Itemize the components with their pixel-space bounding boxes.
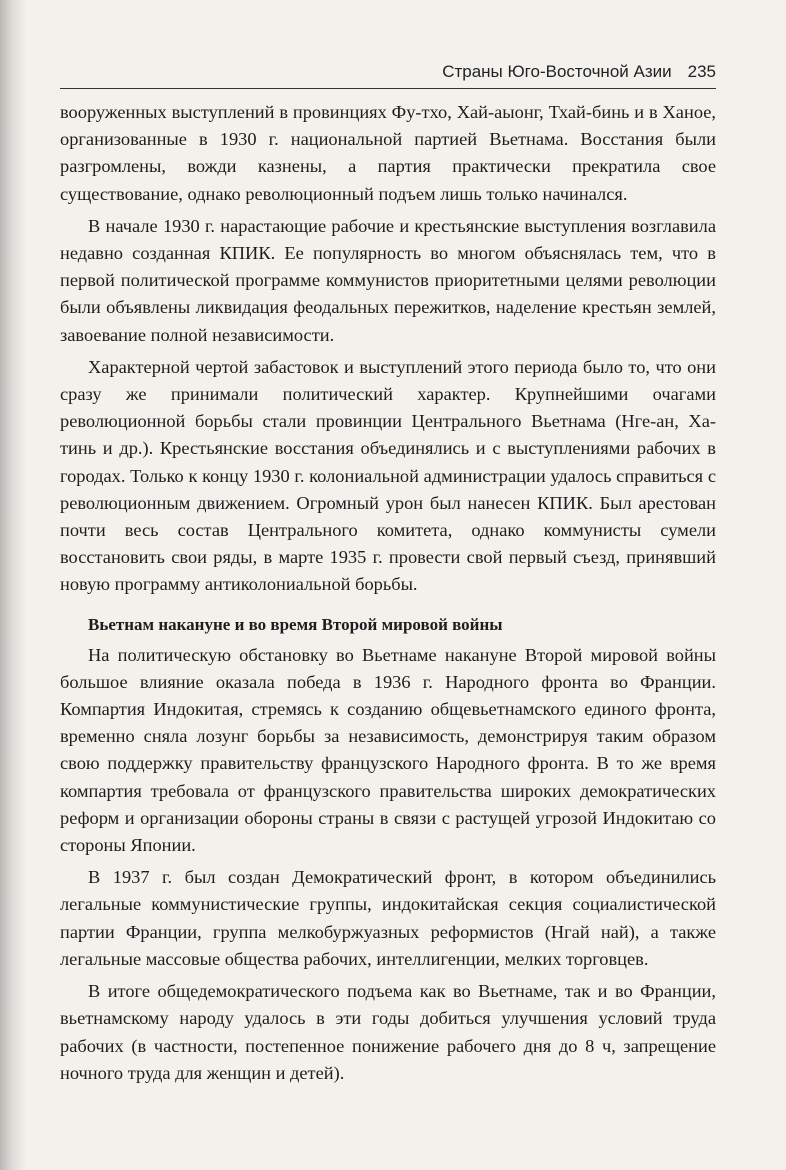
paragraph: Характерной чертой забастовок и выступлений этого периода было то, что они сразу же принимали политический характер. Крупнейшими очагами революционной борьбы стали провинции Центрального Вьетнама (Нге-ан, Ха-тинь и др.). Крестьянские восстания объединялись и с выступлениями рабочих в городах. Только к концу 1930 г. колониальной администрации удалось справиться с революционным движением. Огромный урон был нанесен КПИК. Был арестован почти весь состав Центрального комитета, однако коммунисты сумели восстановить свои ряды, в марте 1935 г. провести свой первый съезд, принявший новую программу антиколониальной борьбы. <box>60 356 716 595</box>
paragraph: На политическую обстановку во Вьетнаме накануне Второй мировой войны большое влияние оказала победа в 1936 г. Народного фронта во Франции. Компартия Индокитая, стремясь к созданию общевьетнамского единого фронта, временно сняла лозунг борьбы за независимость, демонстрируя таким образом свою поддержку правительству французского Народного фронта. В то же время компартия требовала от французского правительства широких демократических реформ и организации обороны страны в связи с растущей угрозой Индокитаю со стороны Японии. <box>60 644 716 856</box>
paragraph: В итоге общедемократического подъема как во Вьетнаме, так и во Франции, вьетнамскому народу удалось в эти годы добиться улучшения условий труда рабочих (в частности, постепенное понижение рабочего дня до 8 ч, запрещение ночного труда для женщин и детей). <box>60 981 716 1083</box>
section-heading: Вьетнам накануне и во время Второй мировой войны <box>88 614 503 634</box>
running-header <box>60 62 716 89</box>
paragraph: В 1937 г. был создан Демократический фронт, в котором объединились легальные коммунистические группы, индокитайская секция социалистической партии Франции, группа мелкобуржуазных реформистов (Нгай най), а также легальные массовые общества рабочих, интеллигенции, мелких торговцев. <box>60 867 716 969</box>
book-spine-shadow <box>0 0 26 1170</box>
paragraph: В начале 1930 г. нарастающие рабочие и крестьянские выступления возглавила недавно созданная КПИК. Ее популярность во многом объяснялась тем, что в первой политической программе коммунистов приоритетными целями революции были объявлены ликвидация феодальных пережитков, наделение крестьян землей, завоевание полной независимости. <box>60 215 716 345</box>
body-text <box>60 99 716 1087</box>
paragraph: вооруженных выступлений в провинциях Фу-тхо, Хай-аыонг, Тхай-бинь и в Ханое, организованные в 1930 г. национальной партией Вьетнама. Восстания были разгромлены, вожди казнены, а партия практически прекратила свое существование, однако революционный подъем лишь только начинался. <box>60 102 716 204</box>
book-page <box>60 62 716 1087</box>
page-number: 235 <box>687 62 716 81</box>
running-header-title: Страны Юго-Восточной Азии <box>442 62 672 81</box>
